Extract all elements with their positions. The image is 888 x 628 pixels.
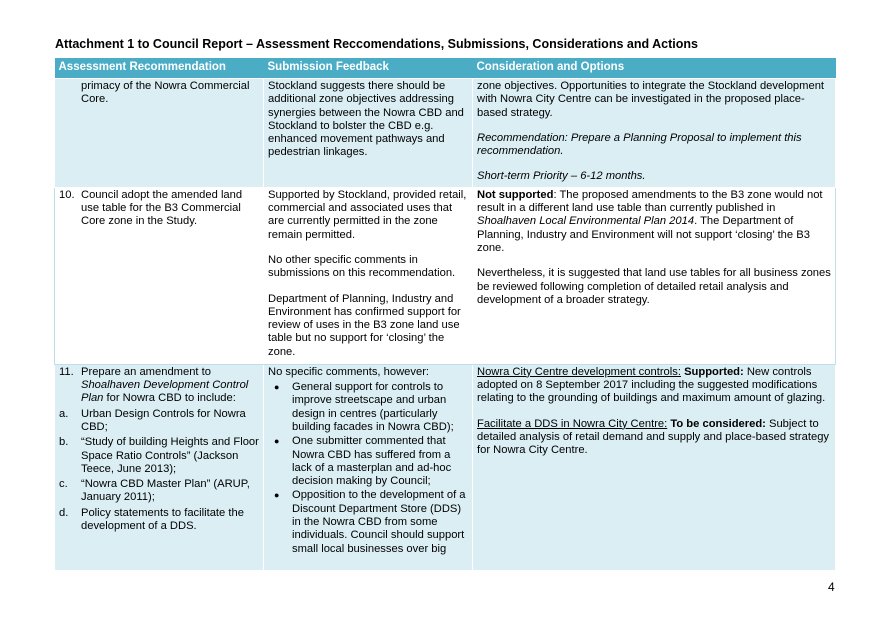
- section-heading: Nowra City Centre development controls:: [477, 365, 681, 378]
- table-header-row: [55, 58, 836, 79]
- feedback-cell: [264, 364, 473, 570]
- consideration-text: [477, 418, 831, 458]
- list-item: [268, 489, 468, 555]
- item-number: 10.: [59, 188, 75, 201]
- feedback-text: No specific comments, however:: [268, 365, 430, 378]
- feedback-cell: [264, 187, 473, 364]
- list-label: b.: [59, 436, 69, 449]
- table-row: [55, 79, 836, 188]
- item-number: 11.: [59, 365, 74, 378]
- bullet-icon: ●: [274, 382, 280, 393]
- list-item: [59, 507, 259, 534]
- bullet-icon: ●: [274, 436, 280, 447]
- consideration-text: [477, 366, 831, 406]
- list-label: c.: [59, 478, 68, 491]
- sub-item-list: [59, 408, 259, 534]
- list-item: [268, 381, 468, 434]
- list-item: [59, 408, 259, 435]
- consideration-part: . The Department of Planning, Industry and Environment will not support ‘closing’ the B3 zone.: [477, 215, 810, 254]
- list-text: Policy statements to facilitate the development of a DDS.: [81, 506, 244, 533]
- feedback-text: No other specific comments in submissions on this recommendation.: [268, 253, 456, 280]
- table-row: [55, 187, 836, 364]
- assessment-table: [54, 58, 836, 571]
- priority-text: Short-term Priority – 6-12 months.: [477, 170, 646, 183]
- list-text: Opposition to the development of a Discount Department Store (DDS) in the Nowra CBD from some individuals. Council should support small local businesses over big: [292, 489, 466, 555]
- list-item: [268, 435, 468, 488]
- status-label: To be considered:: [670, 417, 766, 430]
- section-heading: Facilitate a DDS in Nowra City Centre:: [477, 417, 668, 430]
- list-item: [59, 478, 259, 505]
- recommendation-text: Council adopt the amended land use table for the B3 Commercial Core zone in the Study.: [81, 188, 243, 228]
- consideration-text: [477, 189, 831, 255]
- consideration-cell: [473, 187, 836, 364]
- bullet-icon: ●: [274, 490, 280, 501]
- list-label: d.: [59, 506, 69, 519]
- recommendation-cell: [55, 187, 264, 364]
- feedback-text: Supported by Stockland, provided retail, commercial and associated uses that are currently permitted in the zone remain permitted.: [268, 188, 467, 241]
- status-label: Supported:: [684, 365, 744, 378]
- feedback-text: Department of Planning, Industry and Environment has confirmed support for review of uses in the B3 zone land use table but no support for ‘closing’ the zone.: [268, 292, 461, 358]
- recommendation-text: [81, 366, 259, 406]
- document-title: Shoalhaven Development Control Plan: [81, 379, 249, 405]
- consideration-cell: [473, 79, 836, 188]
- column-header: Consideration and Options: [473, 58, 836, 79]
- document-title: Shoalhaven Local Environmental Plan 2014: [477, 215, 695, 228]
- list-text: General support for controls to improve streetscape and urban design in centres (particularly building facades in Nowra CBD);: [292, 381, 454, 433]
- list-text: “Study of building Heights and Floor Space Ratio Controls” (Jackson Teece, June 2013);: [81, 436, 259, 475]
- list-item: [59, 436, 259, 476]
- consideration-part: New controls adopted on 8 September 2017 including the suggested modifications relating to the grounding of buildings and maximum amount of glazing.: [477, 365, 826, 405]
- recommendation-note: Recommendation: Prepare a Planning Proposal to implement this recommendation.: [477, 131, 802, 158]
- status-label: Not supported: [477, 188, 554, 201]
- table-row: [55, 364, 836, 570]
- list-label: a.: [59, 407, 69, 420]
- list-text: “Nowra CBD Master Plan” (ARUP, January 2011);: [81, 478, 250, 504]
- recommendation-text: primacy of the Nowra Commercial Core.: [81, 80, 250, 106]
- list-text: One submitter commented that Nowra CBD has suffered from a lack of a masterplan and ad-hoc decision making by Council;: [292, 435, 452, 488]
- page-title: Attachment 1 to Council Report – Assessment Reccomendations, Submissions, Considerations and Actions: [55, 37, 698, 51]
- feedback-cell: [264, 79, 473, 188]
- recommendation-part: Prepare an amendment to: [81, 365, 211, 378]
- consideration-text: zone objectives. Opportunities to integrate the Stockland development with Nowra City Centre can be investigated in the proposed place-based strategy.: [477, 80, 825, 119]
- consideration-text: Nevertheless, it is suggested that land use tables for all business zones be reviewed following completion of detailed retail analysis and development of a broader strategy.: [477, 267, 831, 306]
- recommendation-cell: [55, 79, 264, 188]
- column-header: Submission Feedback: [264, 58, 473, 79]
- consideration-cell: [473, 364, 836, 570]
- consideration-part: Subject to detailed analysis of retail demand and supply and place-based strategy for Nowra City Centre.: [477, 417, 830, 457]
- recommendation-part: for Nowra CBD to include:: [103, 392, 236, 405]
- feedback-text: Stockland suggests there should be additional zone objectives addressing synergies between the Nowra CBD and Stockland to bolster the CBD e.g. enhanced movement pathways and pedestrian linkages.: [268, 80, 464, 159]
- list-text: Urban Design Controls for Nowra CBD;: [81, 407, 246, 433]
- recommendation-cell: [55, 364, 264, 570]
- column-header: Assessment Recommendation: [55, 58, 264, 79]
- consideration-part: : The proposed amendments to the B3 zone would not result in a different land use table than currently published in: [477, 188, 823, 215]
- bullet-list: [268, 381, 468, 556]
- page-number: 4: [828, 580, 835, 594]
